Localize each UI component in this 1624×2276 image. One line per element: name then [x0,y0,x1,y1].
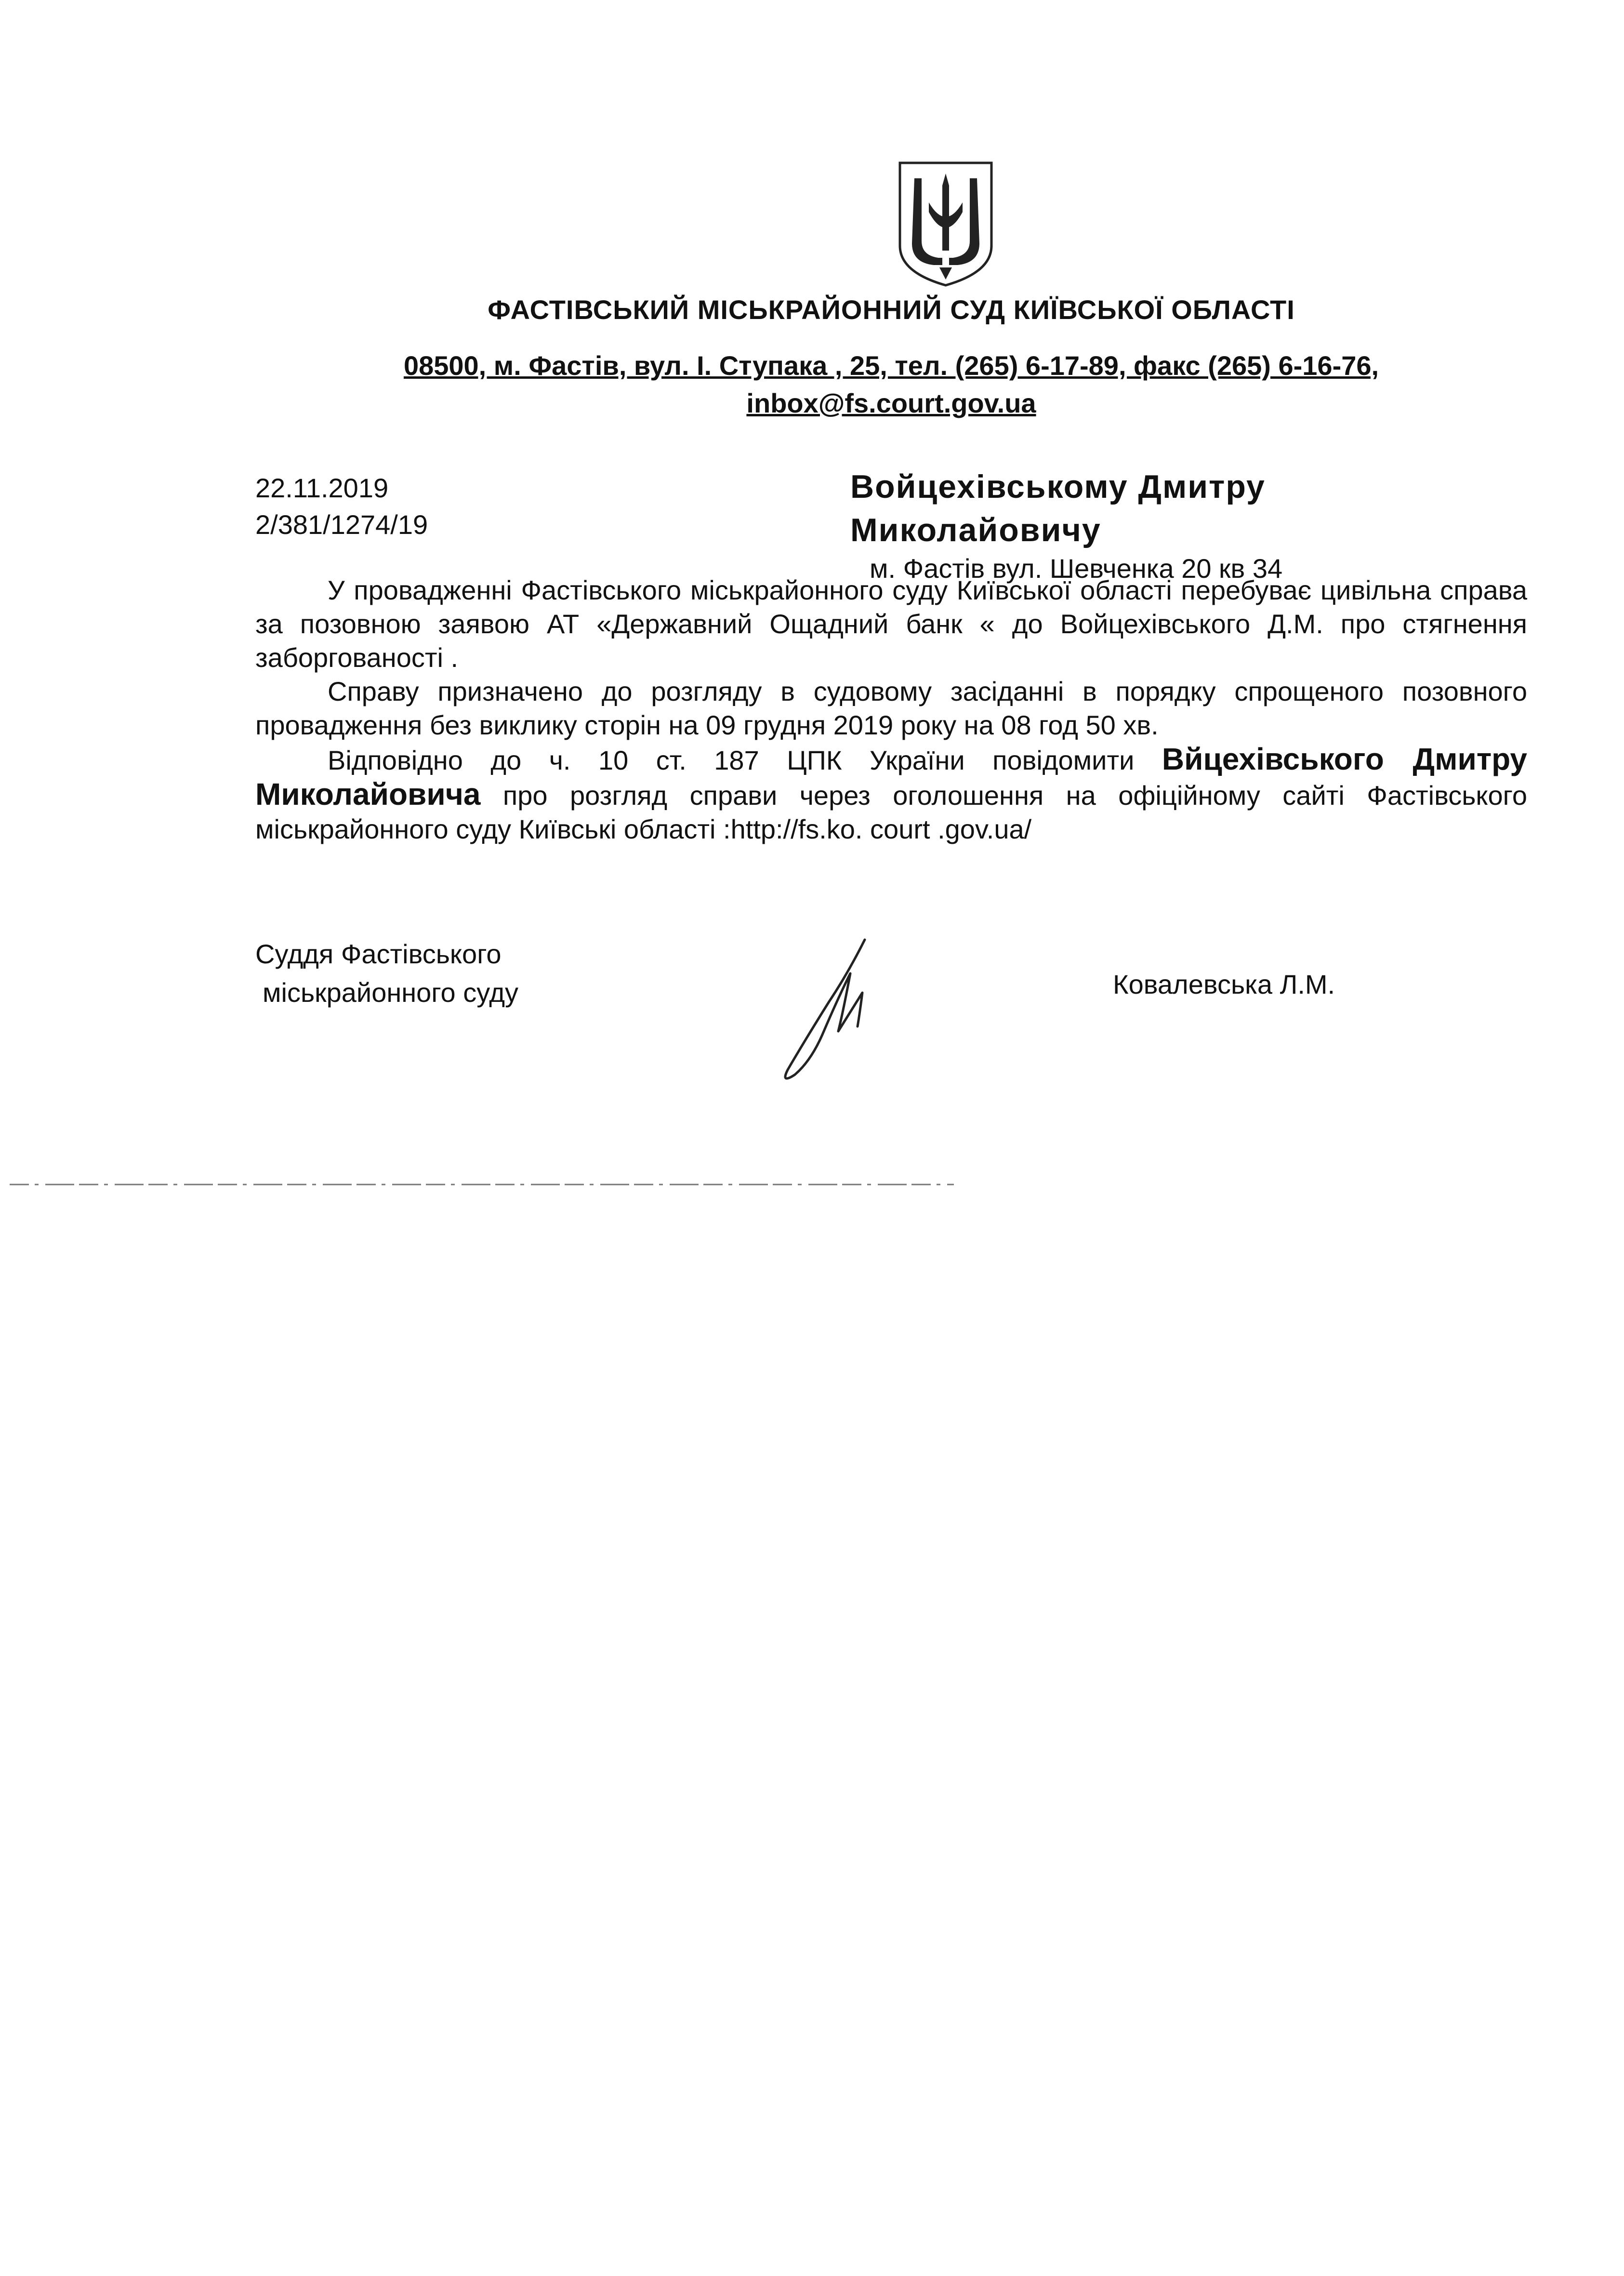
defendant-name: Вйцехівського Дмитру Миколайовича [255,742,1528,812]
case-number: 2/381/1274/19 [255,509,428,540]
scan-artifact-line [10,1183,954,1186]
body-paragraph-2: Справу призначено до розгляду в судовому засіданні в порядку спрощеного позовного провадження без виклику сторін на 09 грудня 2019 року на 08 год 50 хв. [255,676,1527,740]
letter-date: 22.11.2019 [255,473,389,503]
court-contact [337,347,1445,422]
court-email: inbox@fs.court.gov.ua [746,388,1036,418]
court-address-line: 08500, м. Фастів, вул. І. Ступака , 25, тел. (265) 6-17-89, факс (265) 6-16-76, [403,350,1379,381]
recipient-address: м. Фастів вул. Шевченка 20 кв 34 [870,553,1283,584]
court-name: ФАСТІВСЬКИЙ МІСЬКРАЙОННИЙ СУД КИЇВСЬКОЇ ОБЛАСТІ [488,294,1295,325]
letter-body [255,573,1527,846]
handwritten-signature-icon [766,930,886,1089]
body-paragraph-1: У провадженні Фастівського міськрайонного суду Київської області перебуває цивільна справа за позовною заявою АТ «Державний Ощадний банк « до Войцехівського Д.М. про стягнення заборгованості . [255,575,1527,673]
judge-title [255,935,518,1012]
judge-title-line-1: Суддя Фастівського [255,939,502,969]
judge-name: Ковалевська Л.М. [1113,969,1335,999]
body-paragraph-3-start: Відповідно до ч. 10 ст. 187 ЦПК України повідомити [328,745,1162,775]
body-paragraph-3 [255,742,1527,846]
body-paragraph-3-end: про розгляд справи через оголошення на офіційному сайті Фастівського міськрайонного суду Київські області :http://fs.ko. court .gov.ua/ [255,780,1527,844]
recipient-block [850,465,1525,586]
trident-emblem-icon [895,159,996,289]
letter-meta [255,470,428,543]
recipient-name: Войцехівському Дмитру Миколайовичу [850,468,1266,548]
judge-title-line-2: міськрайонного суду [263,977,519,1008]
